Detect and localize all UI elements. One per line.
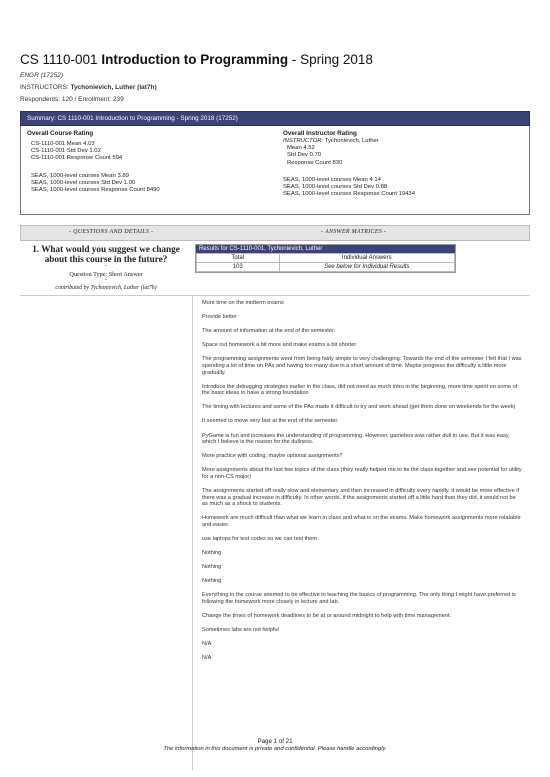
list-item: The timing with lectures and some of the PAs made it difficult to try and work ahead (get them done on weekends for the week) [202,404,516,411]
list-item: More time on the midterm exams [202,300,284,306]
list-item: PyGame is fun and increases the understanding of programming. However, gamebox was rather dull to use. But it was easy, which I believe is the reason for the dullness. [202,432,510,446]
course-name: Introduction to Programming [101,52,289,67]
list-item: Space out homework a bit more and make exams a bit shorter [202,342,357,349]
answer-list [202,300,522,669]
question-row [20,241,530,296]
list-item: Provide better [202,314,237,321]
respondents-line: Respondents: 120 / Enrollment: 239 [20,96,124,103]
summary-box [20,126,530,215]
seas-stat: SEAS, 1000-level courses Std Dev 1.00 [31,179,136,186]
list-item: Change the times of homework deadlines to be at or around midnight to help with time management. [202,613,452,620]
list-item: N/A [202,641,212,648]
dept-line: ENGR (17252) [20,72,63,79]
confidential-notice: The information in this document is private and confidential. Please handle accordingly. [163,746,387,752]
course-term: - Spring 2018 [291,52,373,67]
list-item: use laptops for test codes so we can test them [202,535,318,542]
instructor-stat: Response Count 830 [287,159,343,166]
course-rating-col [27,130,267,194]
list-item: Nothing [202,564,222,571]
course-stat: CS-1110-001 Std Dev 1.02 [31,148,101,155]
seas-stat: SEAS, 1000-level courses Response Count 8490 [31,187,160,194]
individual-note: See below for Individual Results [279,263,454,272]
seas-stat: SEAS, 1000-level courses Response Count 19434 [283,191,415,198]
course-stat: CS-1110-001 Response Count 594 [31,155,123,162]
page-title [20,52,530,67]
instructor-stat: Mean 4.52 [287,145,315,152]
list-item: It seemed to move very fast at the end of the semester. [202,418,339,425]
course-rating-heading: Overall Course Rating [27,130,94,137]
answers-section [20,296,530,770]
list-item: Nothing [202,578,222,585]
question-title: 1. What would you suggest we change about this course in the future? [32,244,180,264]
course-stat: CS-1110-001 Mean 4.03 [31,141,95,147]
total-count: 103 [197,263,280,272]
list-item: Sometimes labs are not helpful [202,627,279,634]
summary-bar: Summary: CS 1110-001 Introduction to Programming - Spring 2018 (17252) [20,111,530,126]
answers-band-label: - ANSWER MATRICES - [321,229,387,235]
list-item: Introduce the debugging strategies earlier in the class, did not need as much intro in the beginning, more time spent on some of the basic ideas to have a strong foundation [202,383,518,397]
list-item: The amount of information at the end of the semester. [202,328,336,335]
list-item: More practice with coding, maybe optional assignments? [202,453,343,460]
seas-stat: SEAS, 1000-level courses Mean 3.89 [31,172,129,179]
instructor-name: INSTRUCTOR: Tychonievich, Luther [283,138,379,144]
list-item: More assignments about the last few topics of the class (they really helped me to tie the class together and see potential for utility for a non-CS major) [202,467,522,480]
list-item: Nothing [202,550,222,557]
question-details: 1. What would you suggest we change about this course in the future? - Question Type: Short Answer - contributed by Tychonievich, Luther (lat7h) [20,241,192,291]
list-item: Homework are much difficult than what we learn in class and what is on the exams. Make homework assignments more relatable and easier. [202,515,521,528]
instructor-rating-heading: Overall Instructor Rating [283,130,357,137]
list-item: Everything in the course seemed to be effective in teaching the basics of programming. The only thing I might have preferred is following the homework more closely in lecture and lab. [202,592,516,605]
instructor-rating-col [283,130,523,198]
instructors-line: INSTRUCTORS: Tychonievich, Luther (lat7h) [20,84,157,91]
seas-stat: SEAS, 1000-level courses Std Dev 0.88 [283,184,388,191]
section-band [20,225,530,241]
list-item: N/A [202,655,212,662]
instructor-stat: Std Dev 0.70 [287,152,322,159]
results-header: Results for CS-1110-001, Tychonievich, Luther [196,245,455,253]
results-table [195,244,456,273]
list-item: The assignments started off really slow and elementary and then increased in difficulty every rapidly, it would be more effective if there was a gradual increase in difficulty. In other words, if the assignments started off a little hard than they did, it would not be as much as a shock to students. [202,488,520,508]
page-number: Page 1 of 21 [257,738,293,745]
question-contributor: contributed by Tychonievich, Luther (lat7h) [55,285,157,291]
course-code: CS 1110-001 [20,52,98,67]
list-item: The programming assignments went from being fairly simple to very challenging. Towards the end of the semester I felt that I was spending a lot of time on PAs and having too many due in a short amount of time. Maybe progress the difficulty a little more gradually. [202,356,522,376]
question-type: Question Type: Short Answer [69,271,143,278]
questions-band-label: - QUESTIONS AND DETAILS - [69,229,154,235]
col-total: Total [197,254,280,263]
report-page [20,0,530,770]
col-individual: Individual Answers [279,254,454,263]
seas-stat: SEAS, 1000-level courses Mean 4.14 [283,176,381,183]
